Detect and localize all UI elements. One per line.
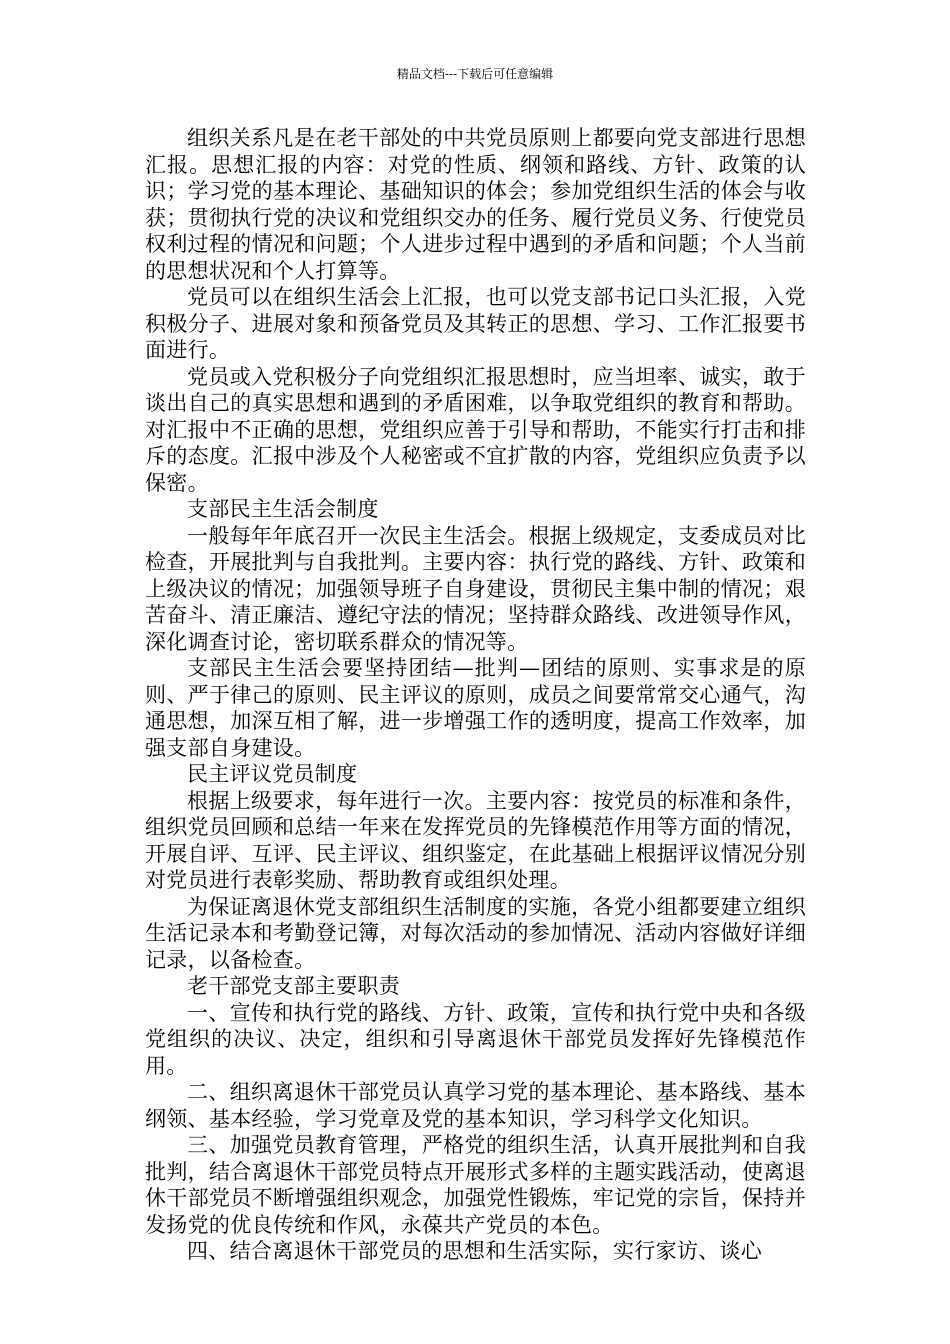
paragraph-ideological-report: 组织关系凡是在老干部处的中共党员原则上都要向党支部进行思想汇报。思想汇报的内容：对党的性质、纲领和路线、方针、政策的认识；学习党的基本理论、基础知识的体会；参加党组织生活的体会与收获；贯彻执行党的决议和党组织交办的任务、履行党员义务、行使党员权利过程的情况和问题；个人进步过程中遇到的矛盾和问题；个人当前的思想状况和个人打算等。 xyxy=(145,126,806,283)
paragraph-duty-4: 四、结合离退休干部党员的思想和生活实际，实行家访、谈心 xyxy=(187,1239,763,1263)
paragraph-democratic-life-content: 一般每年年底召开一次民主生活会。根据上级规定，支委成员对比检查，开展批判与自我批判。主要内容：执行党的路线、方针、政策和上级决议的情况；加强领导班子自身建设，贯彻民主集中制的情况；艰苦奋斗、清正廉洁、遵纪守法的情况；坚持群众路线、改进领导作风，深化调查讨论，密切联系群众的情况等。 xyxy=(145,523,806,654)
section-heading-democratic-life: 支部民主生活会制度 xyxy=(187,497,379,521)
section-heading-branch-duties: 老干部党支部主要职责 xyxy=(187,974,400,998)
paragraph-report-attitude: 党员或入党积极分子向党组织汇报思想时，应当坦率、诚实，敢于谈出自己的真实思想和遇到的矛盾困难，以争取党组织的教育和帮助。对汇报中不正确的思想，党组织应善于引导和帮助，不能实行打击和排斥的态度。汇报中涉及个人秘密或不宜扩散的内容，党组织应负责予以保密。 xyxy=(145,364,806,495)
paragraph-duty-2: 二、组织离退休干部党员认真学习党的基本理论、基本路线、基本纲领、基本经验，学习党章及党的基本知识，学习科学文化知识。 xyxy=(145,1080,806,1131)
paragraph-democratic-life-principles: 支部民主生活会要坚持团结—批判—团结的原则、实事求是的原则、严于律己的原则、民主评议的原则，成员之间要常常交心通气，沟通思想，加深互相了解，进一步增强工作的透明度，提高工作效率，加强支部自身建设。 xyxy=(145,656,806,760)
section-heading-member-evaluation: 民主评议党员制度 xyxy=(187,762,358,786)
page-header: 精品文档---下载后可任意编辑 xyxy=(396,67,554,81)
paragraph-records: 为保证离退休党支部组织生活制度的实施，各党小组都要建立组织生活记录本和考勤登记簿，对每次活动的参加情况、活动内容做好详细记录，以备检查。 xyxy=(145,894,806,972)
paragraph-report-methods: 党员可以在组织生活会上汇报，也可以党支部书记口头汇报，入党积极分子、进展对象和预备党员及其转正的思想、学习、工作汇报要书面进行。 xyxy=(145,285,806,362)
document-body xyxy=(145,125,806,1265)
paragraph-duty-1: 一、宣传和执行党的路线、方针、政策，宣传和执行党中央和各级党组织的决议、决定，组织和引导离退休干部党员发挥好先锋模范作用。 xyxy=(145,1000,806,1078)
paragraph-duty-3: 三、加强党员教育管理，严格党的组织生活，认真开展批判和自我批判，结合离退休干部党员特点开展形式多样的主题实践活动，使离退休干部党员不断增强组织观念，加强党性锻炼，牢记党的宗旨，保持并发扬党的优良传统和作风，永葆共产党员的本色。 xyxy=(145,1133,806,1237)
paragraph-member-evaluation-content: 根据上级要求，每年进行一次。主要内容：按党员的标准和条件，组织党员回顾和总结一年来在发挥党员的先锋模范作用等方面的情况，开展自评、互评、民主评议、组织鉴定，在此基础上根据评议情况分别对党员进行表彰奖励、帮助教育或组织处理。 xyxy=(145,788,806,892)
